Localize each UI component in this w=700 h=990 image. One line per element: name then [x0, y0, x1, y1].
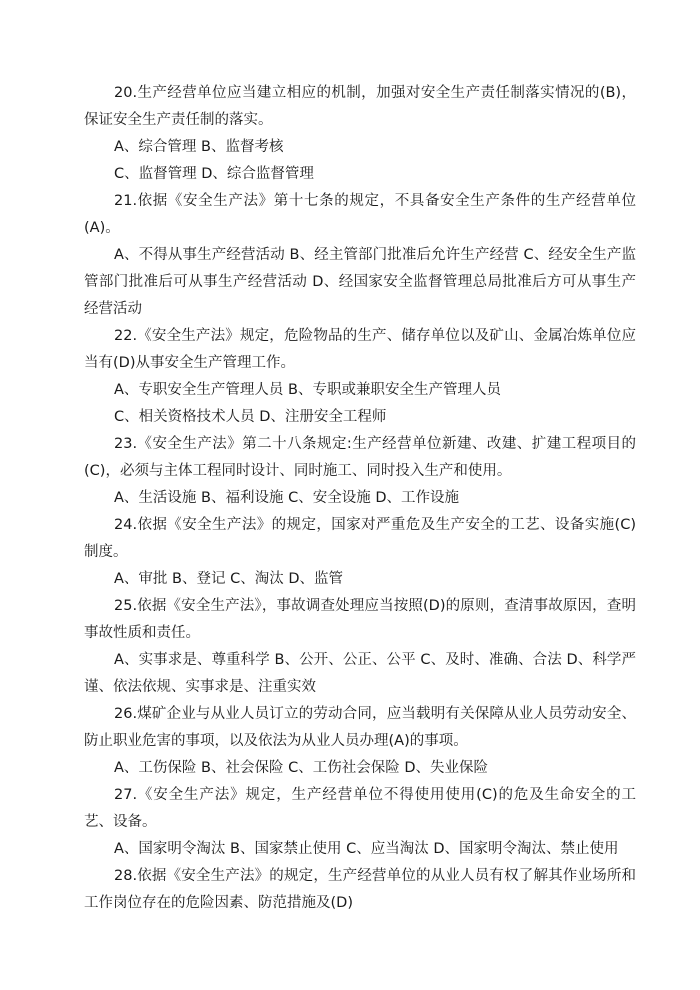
- question-22-options-cd: C、相关资格技术人员 D、注册安全工程师: [114, 409, 387, 425]
- question-25-stem: 25.依据《安全生产法》，事故调查处理应当按照(D)的原则，查清事故原因，查明事故性质和责任。: [84, 598, 636, 641]
- question-22-stem: 22.《安全生产法》规定，危险物品的生产、储存单位以及矿山、金属冶炼单位应当有(D)从事安全生产管理工作。: [84, 328, 636, 371]
- question-26-options: A、工伤保险 B、社会保险 C、工伤社会保险 D、失业保险: [114, 760, 488, 776]
- question-20-options-ab: A、综合管理 B、监督考核: [114, 139, 284, 155]
- question-21-options: A、不得从事生产经营活动 B、经主管部门批准后允许生产经营 C、经安全生产监管部门批准后可从事生产经营活动 D、经国家安全监督管理总局批准后方可从事生产经营活动: [84, 247, 636, 317]
- question-24-options: A、审批 B、登记 C、淘汰 D、监管: [114, 571, 343, 587]
- question-23-stem: 23.《安全生产法》第二十八条规定:生产经营单位新建、改建、扩建工程项目的(C)，必须与主体工程同时设计、同时施工、同时投入生产和使用。: [84, 436, 636, 479]
- question-22-options-ab: A、专职安全生产管理人员 B、专职或兼职安全生产管理人员: [114, 382, 501, 398]
- question-23-options: A、生活设施 B、福利设施 C、安全设施 D、工作设施: [114, 490, 459, 506]
- question-24-stem: 24.依据《安全生产法》的规定，国家对严重危及生产安全的工艺、设备实施(C)制度。: [84, 517, 636, 560]
- question-27-stem: 27.《安全生产法》规定，生产经营单位不得使用使用(C)的危及生命安全的工艺、设备。: [84, 787, 636, 830]
- question-28-stem: 28.依据《安全生产法》的规定，生产经营单位的从业人员有权了解其作业场所和工作岗位存在的危险因素、防范措施及(D): [84, 868, 636, 911]
- question-20-stem: 20.生产经营单位应当建立相应的机制，加强对安全生产责任制落实情况的(B)，保证安全生产责任制的落实。: [84, 85, 636, 128]
- question-27-options: A、国家明令淘汰 B、国家禁止使用 C、应当淘汰 D、国家明令淘汰、禁止使用: [114, 841, 619, 857]
- question-26-stem: 26.煤矿企业与从业人员订立的劳动合同，应当载明有关保障从业人员劳动安全、防止职业危害的事项，以及依法为从业人员办理(A)的事项。: [84, 706, 636, 749]
- question-21-stem: 21.依据《安全生产法》第十七条的规定，不具备安全生产条件的生产经营单位(A)。: [84, 193, 636, 236]
- question-25-options: A、实事求是、尊重科学 B、公开、公正、公平 C、及时、准确、合法 D、科学严谨、依法依规、实事求是、注重实效: [84, 652, 636, 695]
- question-20-options-cd: C、监督管理 D、综合监督管理: [114, 166, 314, 182]
- document-page: [84, 80, 636, 917]
